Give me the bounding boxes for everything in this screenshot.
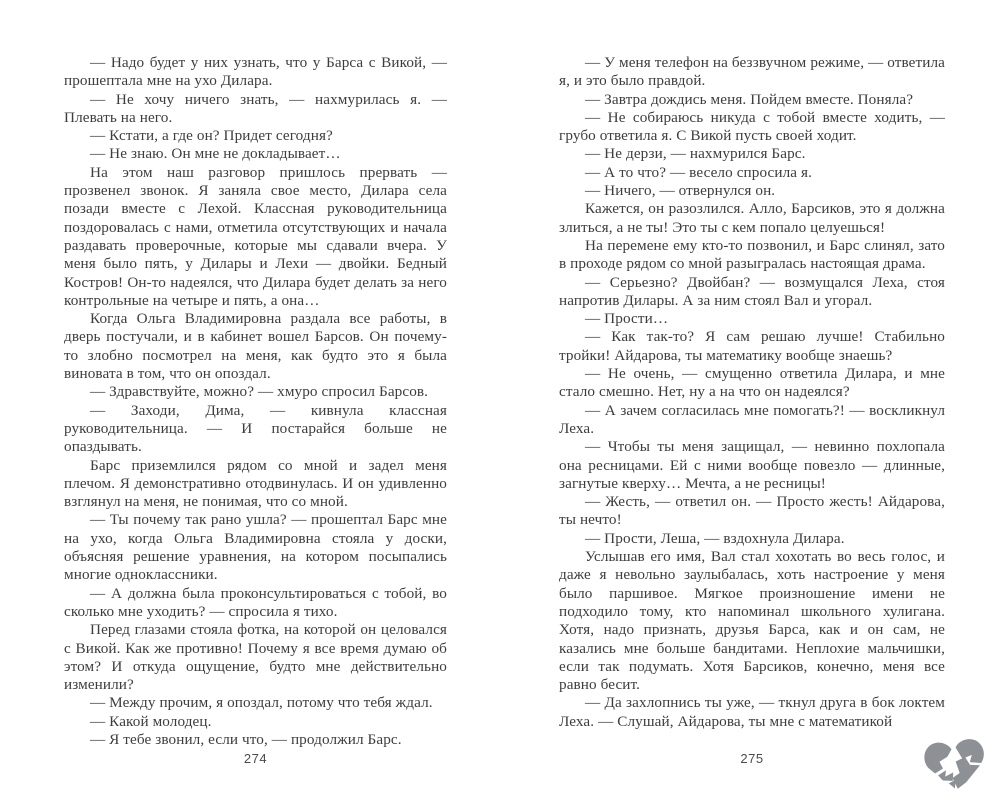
paragraph: — Ничего, — отвернулся он. (585, 182, 776, 200)
page-left-text (64, 54, 447, 749)
paragraph: — У меня телефон на беззвучном режиме, — ответила я, и это было правдой. (559, 54, 945, 90)
paragraph: — Завтра дождись меня. Пойдем вместе. Поняла? (585, 90, 914, 108)
paragraph: — Надо будет у них узнать, что у Барса с Викой, — прошептала мне на ухо Дилара. (64, 54, 447, 90)
paragraph: Барс приземлился рядом со мной и задел меня плечом. Я демонстративно отодвинулась. И он удивленно взглянул на меня, не понимая, что со мной. (64, 456, 447, 511)
page-number-left: 274 (243, 751, 268, 766)
paragraph: — Не очень, — смущенно ответила Дилара, и мне стало смешно. Нет, ну а на что он надеялся? (559, 365, 945, 401)
paragraph: — Здравствуйте, можно? — хмуро спросил Барсов. (90, 383, 429, 401)
page-number-right: 275 (740, 751, 764, 766)
broken-heart-icon (921, 737, 991, 793)
paragraph: — Не собираюсь никуда с тобой вместе ходить, — грубо ответила я. С Викой пусть своей ходит. (559, 108, 945, 145)
paragraph: — Между прочим, я опоздал, потому что тебя ждал. (90, 694, 433, 712)
paragraph: — Прости, Леша, — вздохнула Дилара. (585, 529, 845, 547)
paragraph: Кажется, он разозлился. Алло, Барсиков, это я должна злиться, а не ты! Это ты с кем попало целуешься! (559, 200, 945, 236)
paragraph: — Я тебе звонил, если что, — продолжил Барс. (90, 730, 402, 748)
paragraph: — Заходи, Дима, — кивнула классная руководительница. — И постарайся больше не опаздывать. (64, 401, 447, 456)
paragraph: — Не знаю. Он мне не докладывает… (90, 145, 341, 163)
paragraph: — Ты почему так рано ушла? — прошептал Барс мне на ухо, когда Ольга Владимировна стояла у доски, объясняя решение уравнения, на котором посыпались многие одноклассники. (64, 511, 447, 584)
page-right-text (559, 54, 945, 731)
paragraph: — А то что? — весело спросила я. (585, 163, 813, 181)
paragraph: Перед глазами стояла фотка, на которой он целовался с Викой. Как же противно! Почему я все время думаю об этом? И откуда ощущение, будто мне действительно изменили? (64, 621, 447, 694)
paragraph: — Да захлопнись ты уже, — ткнул друга в бок локтем Леха. — Слушай, Айдарова, ты мне с математикой (559, 694, 945, 730)
paragraph: — А должна была проконсультироваться с тобой, во сколько мне уходить? — спросила я тихо. (64, 584, 447, 620)
paragraph: Услышав его имя, Вал стал хохотать во весь голос, и даже я невольно заулыбалась, хоть настроение у меня было паршивое. Мягкое произношение имени не подходило тому, кто напоминал школьного хулигана. Хотя, надо признать, друзья Барса, как и он сам, не казались мне больше бандитами. Неплохие мальчишки, если так подумать. Хотя Барсиков, конечно, меня все равно бесит. (559, 548, 945, 694)
paragraph: — Как так-то? Я сам решаю лучше! Стабильно тройки! Айдарова, ты математику вообще знаешь? (559, 328, 945, 364)
paragraph: — Не дерзи, — нахмурился Барс. (585, 145, 806, 163)
paragraph: Когда Ольга Владимировна раздала все работы, в дверь постучали, и в кабинет вошел Барсов. Он почему-то злобно посмотрел на меня, как будто это я была виновата в том, что он опоздал. (64, 310, 447, 383)
paragraph: — Не хочу ничего знать, — нахмурилась я. — Плевать на него. (64, 90, 447, 126)
paragraph: — Кстати, а где он? Придет сегодня? (90, 127, 333, 145)
paragraph: На этом наш разговор пришлось прервать — прозвенел звонок. Я заняла свое место, Дилара села позади вместе с Лехой. Классная руководительница поздоровалась с нами, отметила отсутствующих и начала раздавать проверочные, которые мы сдавали вчера. У меня было пять, у Дилары и Лехи — двойки. Бедный Костров! Он-то надеялся, что Дилара будет делать за него контрольные на четыре и пять, а она… (64, 163, 447, 309)
paragraph: — Серьезно? Двойбан? — возмущался Леха, стоя напротив Дилары. А за ним стоял Вал и угорал. (559, 273, 945, 309)
paragraph: — Чтобы ты меня защищал, — невинно похлопала она ресницами. Ей с ними вообще повезло — длинные, загнутые кверху… Мечта, а не ресницы! (559, 438, 945, 492)
paragraph: — Какой молодец. (90, 712, 212, 730)
paragraph: — Жесть, — ответил он. — Просто жесть! Айдарова, ты нечто! (559, 493, 945, 529)
paragraph: На перемене ему кто-то позвонил, и Барс слинял, зато в проходе рядом со мной разыгралась настоящая драма. (559, 236, 945, 273)
paragraph: — А зачем согласилась мне помогать?! — воскликнул Леха. (559, 401, 945, 437)
paragraph: — Прости… (585, 310, 669, 328)
